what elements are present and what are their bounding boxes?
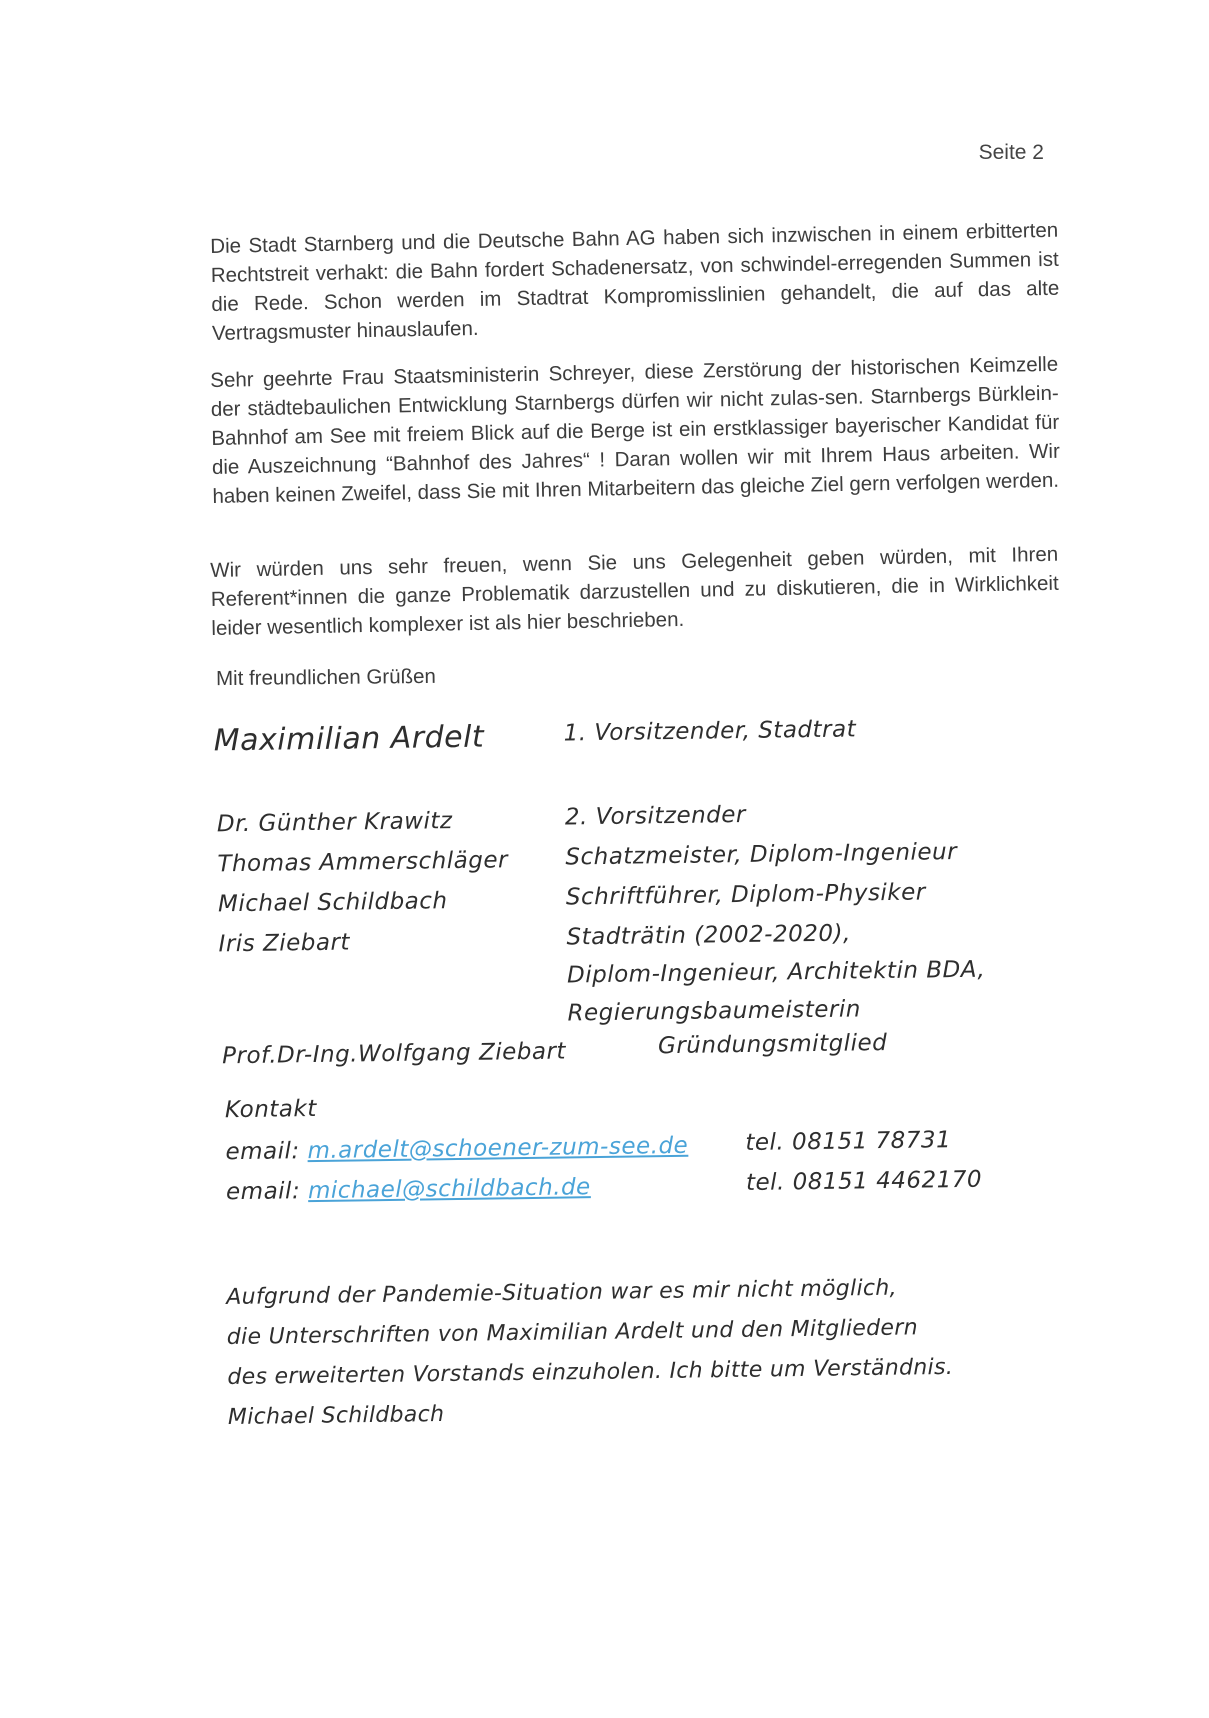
page-number: Seite 2 [978, 141, 1044, 164]
note-line: des erweiterten Vorstands einzuholen. Ich bitte um Verständnis. [227, 1354, 954, 1390]
member-role-line: Regierungsbaumeisterin [567, 996, 861, 1027]
member-name: Dr. Günther Krawitz [216, 808, 453, 838]
member-name: Michael Schildbach [217, 888, 448, 918]
phone-number: tel. 08151 78731 [745, 1127, 952, 1156]
email-link[interactable]: michael@schildbach.de [307, 1174, 591, 1205]
note-line: die Unterschriften von Maximilian Ardelt und den Mitgliedern [226, 1315, 919, 1350]
handwritten-note [226, 1266, 1088, 1438]
contact-row [226, 1174, 591, 1205]
contact-heading: Kontakt [224, 1095, 317, 1124]
member-role: 2. Vorsitzender [564, 801, 747, 831]
phone-number: tel. 08151 4462170 [745, 1166, 983, 1196]
note-signature: Michael Schildbach [227, 1401, 445, 1430]
signatory-name: Maximilian Ardelt [213, 719, 485, 759]
member-role-line: Diplom-Ingenieur, Architektin BDA, [566, 956, 986, 989]
note-line: Aufgrund der Pandemie-Situation war es mir nicht möglich, [226, 1275, 898, 1310]
member-name: Thomas Ammerschläger [217, 847, 509, 878]
member-role: Schatzmeister, Diplom-Ingenieur [565, 839, 958, 871]
member-role: Schriftführer, Diplom-Physiker [565, 879, 926, 911]
email-link[interactable]: m.ardelt@schoener-zum-see.de [307, 1132, 689, 1165]
email-label: email: [225, 1138, 300, 1166]
closing-salutation: Mit freundlichen Grüßen [215, 664, 437, 691]
founder-name: Prof.Dr-Ing.Wolfgang Ziebart [221, 1038, 567, 1070]
founder-role: Gründungsmitglied [657, 1030, 888, 1060]
email-label: email: [225, 1178, 301, 1206]
paragraph-2: Sehr geehrte Frau Staatsministerin Schreyer, diese Zerstörung der historischen Keimzelle der städtebaulichen Entwicklung Starnbergs dürfen wir nicht zulas-sen. Starnbergs Bürklein-Bahnhof am See mit freiem Blick auf die Berge ist ein erstklassiger bayerischer Kandidat für die Auszeichnung “Bahnhof des Jahres“ ! Daran wollen wir mit Ihrem Haus arbeiten. Wir haben keinen Zweifel, dass Sie mit Ihren Mitarbeitern das gleiche Ziel gern verfolgen werden. [210, 352, 1061, 508]
paragraph-3: Wir würden uns sehr freuen, wenn Sie uns Gelegenheit geben würden, mit Ihren Referent*innen die ganze Problematik darzustellen und zu diskutieren, die in Wirklichkeit leider wesentlich komplexer ist als hier beschrieben. [210, 542, 1059, 640]
member-role-line: Stadträtin (2002-2020), [566, 920, 851, 951]
member-name: Iris Ziebart [218, 929, 351, 958]
signatory-role: 1. Vorsitzender, Stadtrat [563, 716, 857, 747]
paragraph-1: Die Stadt Starnberg und die Deutsche Bahn AG haben sich inzwischen in einem erbitterten Rechtstreit verhakt: die Bahn fordert Schadenersatz, von schwindel-erregenden Summen ist die Rede. Schon werden im Stadtrat Kompromisslinien gehandelt, die auf das alte Vertragsmuster hinauslaufen. [210, 218, 1060, 345]
contact-row [225, 1133, 688, 1165]
